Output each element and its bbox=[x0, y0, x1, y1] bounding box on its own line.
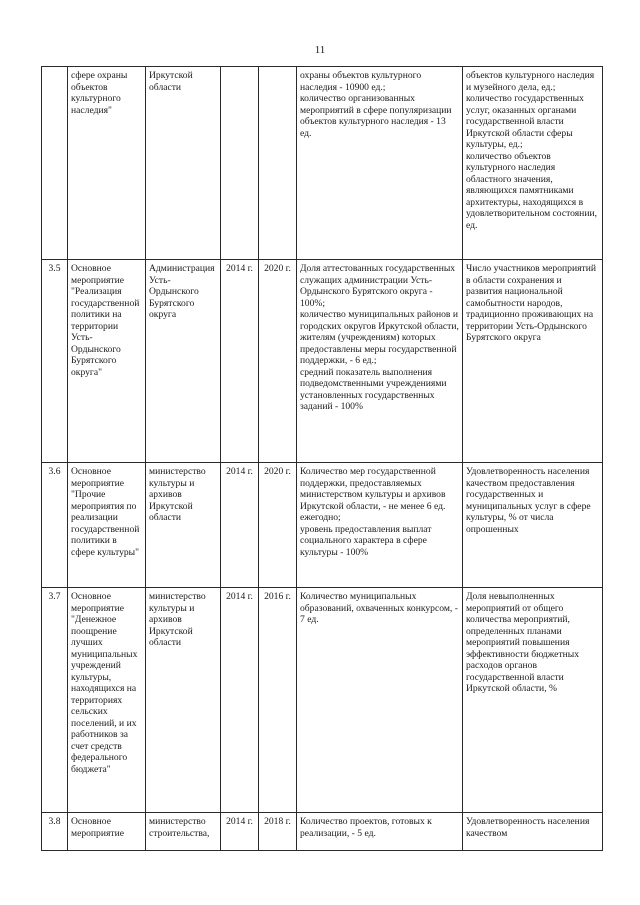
end-year: 2016 г. bbox=[259, 588, 297, 813]
table-row bbox=[42, 260, 603, 463]
start-year: 2014 г. bbox=[221, 813, 259, 851]
expected-result: Удовлетворенность населения качеством bbox=[463, 813, 603, 851]
page-number: 11 bbox=[314, 44, 326, 56]
target-indicators: Доля аттестованных государственных служащих администрации Усть-Ордынского Бурятского округа - 100%; количество муниципальных районов и городских округов Иркутской области, жителям (учреждениям) которых предоставлены меры государственной поддержки, - 6 ед.; средний показатель выполнения подведомственными учреждениями установленных государственных заданий - 100% bbox=[297, 260, 463, 463]
program-activities-table bbox=[41, 66, 603, 851]
row-number: 3.6 bbox=[42, 463, 68, 588]
row-number: 3.7 bbox=[42, 588, 68, 813]
start-year bbox=[221, 67, 259, 260]
expected-result: Число участников мероприятий в области сохранения и развития национальной самобытности народов, традиционно проживающих на территории Усть-Ордынского Бурятского округа bbox=[463, 260, 603, 463]
table-row bbox=[42, 67, 603, 260]
start-year: 2014 г. bbox=[221, 260, 259, 463]
table-row bbox=[42, 463, 603, 588]
table-row bbox=[42, 813, 603, 851]
row-number: 3.8 bbox=[42, 813, 68, 851]
end-year: 2020 г. bbox=[259, 463, 297, 588]
target-indicators: Количество муниципальных образований, охваченных конкурсом, - 7 ед. bbox=[297, 588, 463, 813]
activity-name: Основное мероприятие bbox=[68, 813, 146, 851]
activity-name: Основное мероприятие "Прочие мероприятия по реализации государственной политики в сфере культуры" bbox=[68, 463, 146, 588]
executor: министерство строительства, bbox=[146, 813, 221, 851]
row-number bbox=[42, 67, 68, 260]
end-year bbox=[259, 67, 297, 260]
table-row bbox=[42, 588, 603, 813]
target-indicators: Количество мер государственной поддержки, предоставляемых министерством культуры и архивов Иркутской области, - не менее 6 ед. ежегодно; уровень предоставления выплат социального характера в сфере культуры - 100% bbox=[297, 463, 463, 588]
expected-result: Удовлетворенность населения качеством предоставления государственных и муниципальных услуг в сфере культуры, % от числа опрошенных bbox=[463, 463, 603, 588]
target-indicators: Количество проектов, готовых к реализации, - 5 ед. bbox=[297, 813, 463, 851]
activity-name: Основное мероприятие "Реализация государственной политики на территории Усть-Ордынского Бурятского округа" bbox=[68, 260, 146, 463]
target-indicators: охраны объектов культурного наследия - 10900 ед.; количество организованных мероприятий в сфере популяризации объектов культурного наследия - 13 ед. bbox=[297, 67, 463, 260]
row-number: 3.5 bbox=[42, 260, 68, 463]
start-year: 2014 г. bbox=[221, 588, 259, 813]
expected-result: Доля невыполненных мероприятий от общего количества мероприятий, определенных планами мероприятий повышения эффективности бюджетных расходов органов государственной власти Иркутской области, % bbox=[463, 588, 603, 813]
executor: Администрация Усть-Ордынского Бурятского округа bbox=[146, 260, 221, 463]
end-year: 2020 г. bbox=[259, 260, 297, 463]
executor: министерство культуры и архивов Иркутской области bbox=[146, 588, 221, 813]
executor: министерство культуры и архивов Иркутской области bbox=[146, 463, 221, 588]
start-year: 2014 г. bbox=[221, 463, 259, 588]
executor: Иркутской области bbox=[146, 67, 221, 260]
end-year: 2018 г. bbox=[259, 813, 297, 851]
expected-result: объектов культурного наследия и музейного дела, ед.; количество государственных услуг, оказанных органами государственной власти Иркутской области сферы культуры, ед.; количество объектов культурного наследия областного значения, являющихся памятниками архитектуры, находящихся в удовлетворительном состоянии, ед. bbox=[463, 67, 603, 260]
activity-name: Основное мероприятие "Денежное поощрение лучших муниципальных учреждений культуры, находящихся на территориях сельских поселений, и их работников за счет средств федерального бюджета" bbox=[68, 588, 146, 813]
activity-name: сфере охраны объектов культурного наследия" bbox=[68, 67, 146, 260]
